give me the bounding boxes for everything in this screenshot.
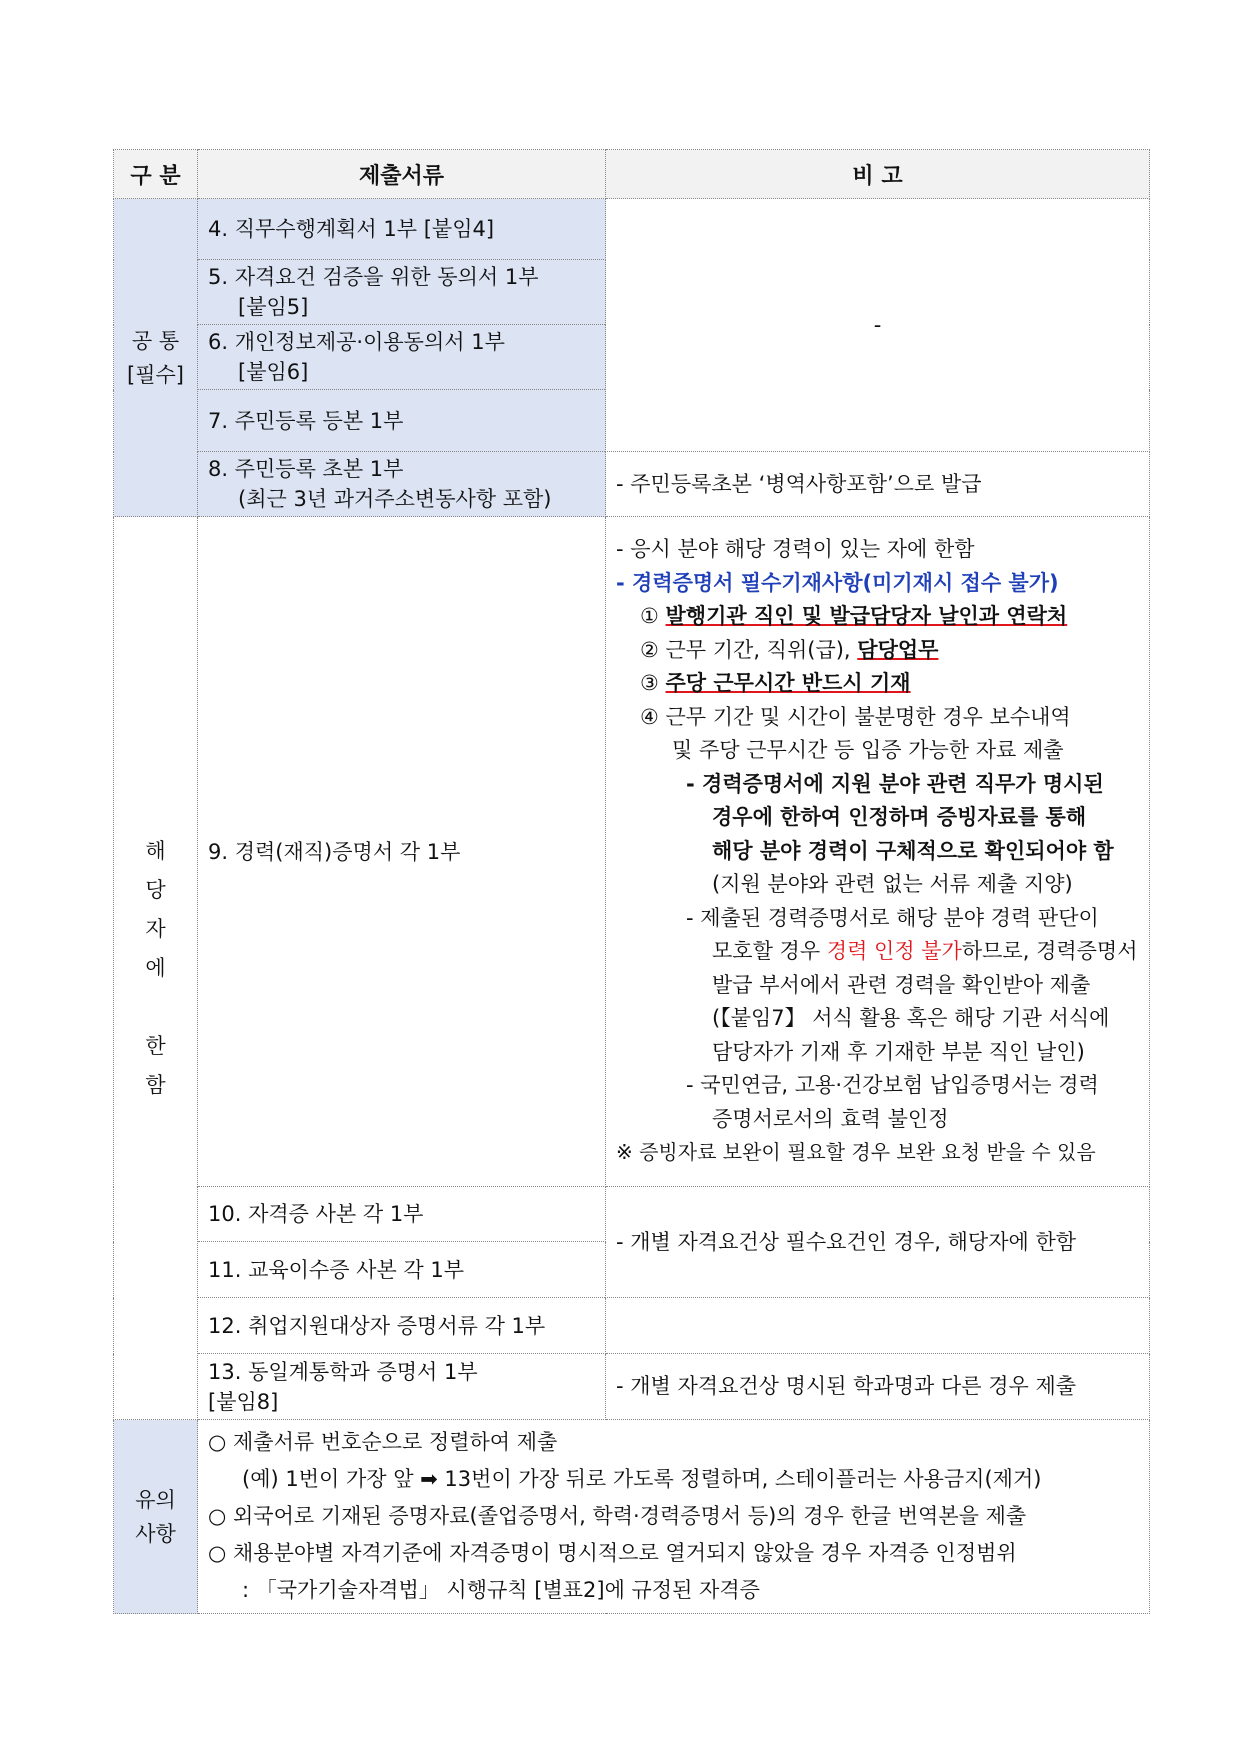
- remark-common-dash: -: [606, 199, 1150, 452]
- circled-number: ②: [640, 637, 659, 662]
- note-line: [616, 701, 1139, 735]
- note-required-fields: - 경력증명서 필수기재사항(미기재시 접수 불가): [616, 570, 1059, 595]
- doc-item-6: [198, 325, 606, 390]
- doc-item-8: [198, 452, 606, 517]
- note-line: [616, 634, 1139, 668]
- table-header-row: [114, 150, 1150, 199]
- header-documents: 제출서류: [198, 150, 606, 199]
- table-row: [114, 1187, 1150, 1242]
- doc-item-8-line1: 8. 주민등록 초본 1부: [208, 457, 404, 481]
- doc-item-9: 9. 경력(재직)증명서 각 1부: [198, 517, 606, 1187]
- circled-number: ④: [640, 704, 659, 729]
- note-line: (【붙임7】 서식 활용 혹은 해당 기관 서식에: [712, 1006, 1110, 1031]
- header-category: 구 분: [114, 150, 198, 199]
- table-row: [114, 517, 1150, 1187]
- note-line: 담당자가 기재 후 기재한 부분 직인 날인): [712, 1039, 1085, 1064]
- circled-number: ③: [640, 671, 659, 696]
- doc-item-5-line1: 5. 자격요건 검증을 위한 동의서 1부: [208, 265, 539, 289]
- category-char: 해: [145, 838, 166, 863]
- category-spacer: [115, 988, 196, 1027]
- doc-item-7: 7. 주민등록 등본 1부: [198, 390, 606, 452]
- table-row: [114, 199, 1150, 260]
- header-remarks: 비 고: [606, 150, 1150, 199]
- note-text: 근무 기간, 직위(급),: [665, 637, 858, 662]
- table-row: [114, 452, 1150, 517]
- note-line: 및 주당 근무시간 등 입증 가능한 자료 제출: [672, 738, 1064, 763]
- precaution-example: (예) 1번이 가장 앞 ➡ 13번이 가장 뒤로 가도록 정렬하며, 스테이플러는 사용금지(제거): [242, 1467, 1042, 1491]
- category-char: 함: [145, 1072, 166, 1097]
- note-underlined: 주당 근무시간 반드시 기재: [665, 671, 911, 696]
- precaution-item: ○ 채용분야별 자격기준에 자격증명이 명시적으로 열거되지 않았을 경우 자격증 인정범위: [208, 1541, 1017, 1565]
- note-line: - 제출된 경력증명서로 해당 분야 경력 판단이: [686, 905, 1099, 930]
- precaution-detail: : 「국가기술자격법」 시행규칙 [별표2]에 규정된 자격증: [242, 1578, 760, 1602]
- category-common: [114, 199, 198, 517]
- note-text: 근무 기간 및 시간이 불분명한 경우 보수내역: [665, 704, 1071, 729]
- note-line: [616, 935, 1139, 969]
- note-line: 해당 분야 경력이 구체적으로 확인되어야 함: [712, 838, 1114, 863]
- note-line: - 응시 분야 해당 경력이 있는 자에 한함: [616, 537, 975, 562]
- remark-item-10-11: - 개별 자격요건상 필수요건인 경우, 해당자에 한함: [606, 1187, 1150, 1298]
- doc-item-10: 10. 자격증 사본 각 1부: [198, 1187, 606, 1242]
- category-precautions-line2: 사항: [135, 1521, 176, 1546]
- note-line: - 경력증명서에 지원 분야 관련 직무가 명시된: [686, 771, 1104, 796]
- doc-item-5-line2: [붙임5]: [238, 295, 309, 319]
- note-line: [616, 600, 1139, 634]
- category-applicable: [114, 517, 198, 1420]
- note-text: 하므로, 경력증명서: [961, 939, 1138, 964]
- doc-item-6-line2: [붙임6]: [238, 360, 309, 384]
- note-text: 모호할 경우: [712, 939, 827, 964]
- doc-item-13: [198, 1354, 606, 1420]
- category-common-label: 공 통: [131, 328, 180, 353]
- category-char: 한: [145, 1033, 166, 1058]
- doc-item-4: 4. 직무수행계획서 1부 [붙임4]: [198, 199, 606, 260]
- note-line: 경우에 한하여 인정하며 증빙자료를 통해: [712, 805, 1087, 830]
- table-row: [114, 1420, 1150, 1614]
- precaution-item: ○ 외국어로 기재된 증명자료(졸업증명서, 학력·경력증명서 등)의 경우 한글 번역본을 제출: [208, 1504, 1027, 1528]
- note-red: 경력 인정 불가: [826, 939, 962, 964]
- table-row: [114, 1298, 1150, 1354]
- note-underlined: 담당업무: [857, 637, 939, 662]
- category-common-required: [필수]: [127, 362, 184, 387]
- note-footnote: ※ 증빙자료 보완이 필요할 경우 보완 요청 받을 수 있음: [616, 1140, 1096, 1165]
- category-precautions-line1: 유의: [135, 1487, 176, 1512]
- note-line: [616, 667, 1139, 701]
- note-underlined: 발행기관 직인 및 발급담당자 날인과 연락처: [665, 604, 1068, 629]
- doc-item-6-line1: 6. 개인정보제공·이용동의서 1부: [208, 330, 505, 354]
- doc-item-8-line2: (최근 3년 과거주소변동사항 포함): [238, 487, 552, 511]
- note-line: - 국민연금, 고용·건강보험 납입증명서는 경력: [686, 1073, 1099, 1098]
- note-line: (지원 분야와 관련 없는 서류 제출 지양): [712, 872, 1073, 897]
- category-precautions: [114, 1420, 198, 1614]
- submission-documents-table: [113, 149, 1150, 1614]
- circled-number: ①: [640, 604, 659, 629]
- note-line: 발급 부서에서 관련 경력을 확인받아 제출: [712, 972, 1091, 997]
- doc-item-11: 11. 교육이수증 사본 각 1부: [198, 1242, 606, 1298]
- remark-item-12: [606, 1298, 1150, 1354]
- table-row: [114, 1354, 1150, 1420]
- category-char: 당: [145, 877, 166, 902]
- category-char: 에: [145, 955, 166, 980]
- precautions-body: [198, 1420, 1150, 1614]
- remark-item-13: - 개별 자격요건상 명시된 학과명과 다른 경우 제출: [606, 1354, 1150, 1420]
- remark-item-8: - 주민등록초본 ‘병역사항포함’으로 발급: [606, 452, 1150, 517]
- precaution-item: ○ 제출서류 번호순으로 정렬하여 제출: [208, 1430, 558, 1454]
- note-line: 증명서로서의 효력 불인정: [712, 1106, 949, 1131]
- doc-item-13-line1: 13. 동일계통학과 증명서 1부: [208, 1359, 478, 1384]
- doc-item-5: [198, 260, 606, 325]
- doc-item-12: 12. 취업지원대상자 증명서류 각 1부: [198, 1298, 606, 1354]
- remark-item-9: [606, 517, 1150, 1187]
- doc-item-13-line2: [붙임8]: [208, 1389, 279, 1414]
- category-char: 자: [145, 916, 166, 941]
